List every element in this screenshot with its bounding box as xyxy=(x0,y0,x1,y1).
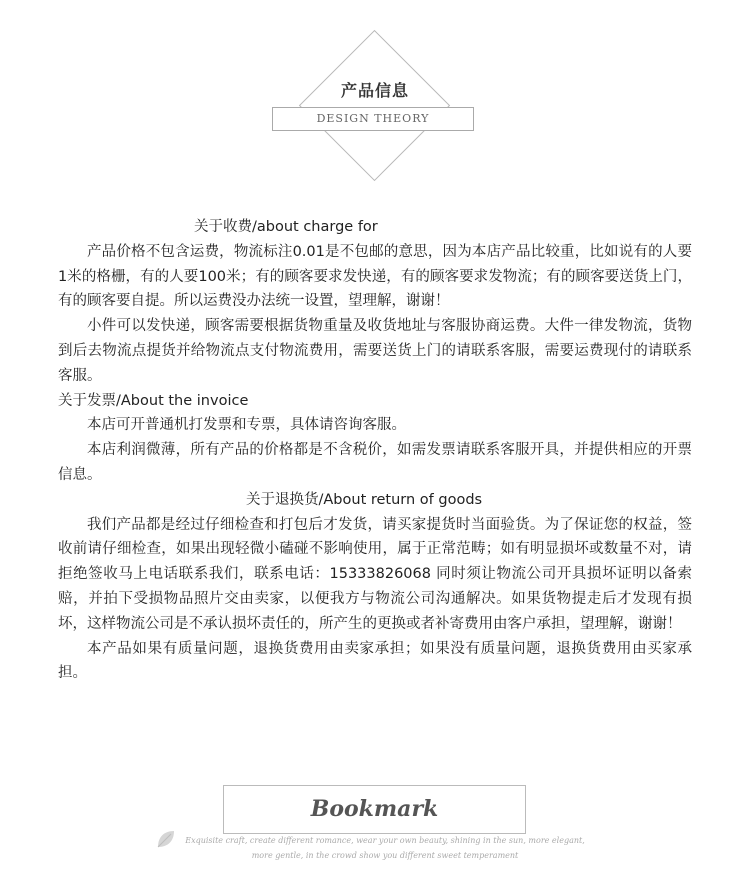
bookmark-label: Bookmark xyxy=(223,785,526,834)
returns-paragraph-2: 本产品如果有质量问题，退换货费用由卖家承担；如果没有质量问题，退换货费用由买家承担。 xyxy=(58,640,692,682)
charge-paragraph-1: 产品价格不包含运费，物流标注0.01是不包邮的意思，因为本店产品比较重，比如说有的人要1米的格栅，有的人要100米；有的顾客要求发快递，有的顾客要求发物流；有的顾客要送货上门，有的顾客要自提。所以运费没办法统一设置，望理解，谢谢！ xyxy=(58,243,692,310)
invoice-heading: 关于发票/About the invoice xyxy=(58,392,249,409)
footer xyxy=(0,780,750,885)
tagline: Exquisite craft, create different romance, wear your own beauty, shining in the sun, more elegant, more gentle, in the crowd show you different sweet temperament xyxy=(185,836,585,860)
invoice-paragraph-2: 本店利润微薄，所有产品的价格都是不含税价，如需发票请联系客服开具，并提供相应的开票信息。 xyxy=(58,442,692,483)
diamond-frame xyxy=(299,30,450,181)
page-title: 产品信息 xyxy=(340,81,409,100)
returns-paragraph-1: 我们产品都是经过仔细检查和打包后才发货，请买家提货时当面验货。为了保证您的权益，签收前请仔细检查，如果出现轻微小磕碰不影响使用，属于正常范畴；如有明显损坏或数量不对，请拒绝签收马上电话联系我们，联系电话：15333826068 同时须让物流公司开具损坏证明以备索赔，并拍下受损物品照片交由卖家，以便我方与物流公司沟通解决。如果货物提走后才发现有损坏，这样物流公司是不承认损坏责任的，所产生的更换或者补寄费用由客户承担，望理解，谢谢！ xyxy=(58,516,692,632)
leaf-icon xyxy=(155,828,177,850)
section-header xyxy=(0,0,750,190)
invoice-paragraph-1: 本店可开普通机打发票和专票，具体请咨询客服。 xyxy=(87,417,406,434)
subtitle-box: DESIGN THEORY xyxy=(272,107,474,131)
charge-paragraph-2: 小件可以发快递，顾客需要根据货物重量及收货地址与客服协商运费。大件一律发物流，货物到后去物流点提货并给物流点支付物流费用，需要送货上门的请联系客服，需要运费现付的请联系客服。 xyxy=(58,318,692,384)
charge-heading: 关于收费/about charge for xyxy=(194,219,378,235)
content-body xyxy=(58,215,692,686)
returns-heading: 关于退换货/About return of goods xyxy=(246,491,483,508)
